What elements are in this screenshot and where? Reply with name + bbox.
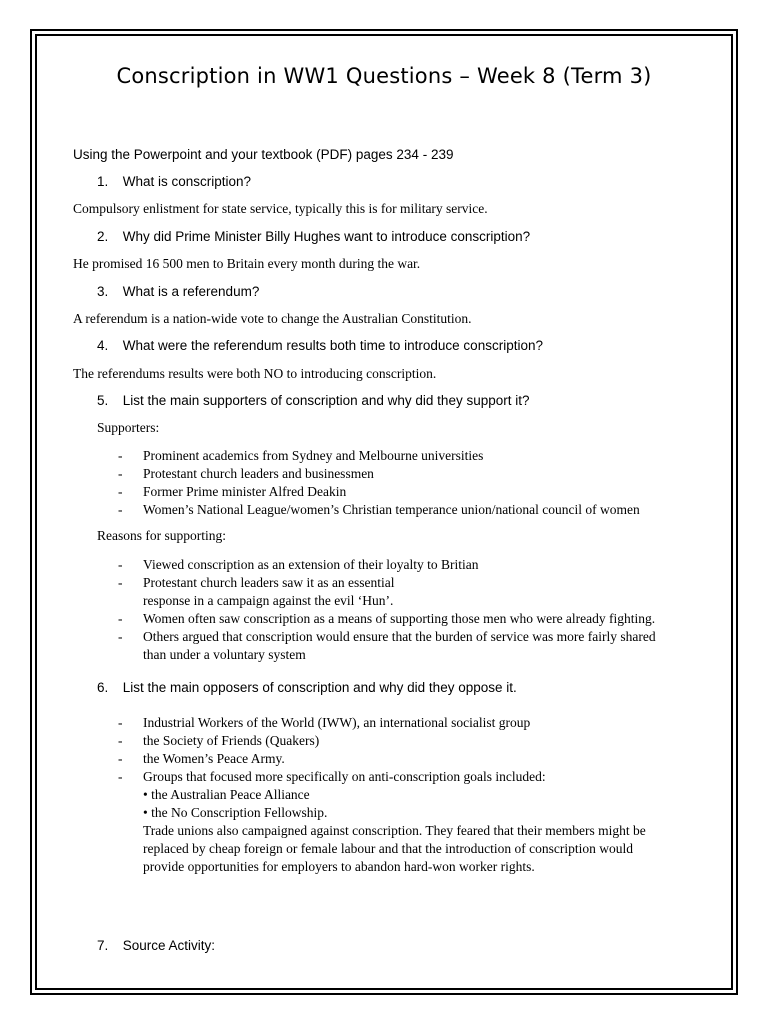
question-4 (97, 338, 543, 353)
question-text: List the main opposers of conscription and why did they oppose it. (122, 680, 517, 695)
list-item: - Prominent academics from Sydney and Melbourne universities (118, 448, 484, 463)
list-item-continuation: Trade unions also campaigned against conscription. They feared that their members might be (143, 823, 646, 838)
list-item: - Former Prime minister Alfred Deakin (118, 484, 347, 499)
list-item: - the Society of Friends (Quakers) (118, 733, 320, 748)
list-item-continuation: replaced by cheap foreign or female labour and that the introduction of conscription would (143, 841, 633, 856)
list-item-continuation: • the No Conscription Fellowship. (143, 805, 328, 820)
page-title: Conscription in WW1 Questions – Week 8 (Term 3) (116, 64, 652, 88)
question-text: Source Activity: (122, 938, 216, 953)
supporters-heading: Supporters: (97, 420, 160, 435)
question-number: 6. (97, 680, 109, 695)
reasons-heading: Reasons for supporting: (97, 528, 226, 543)
question-number: 2. (97, 229, 109, 244)
question-2 (97, 229, 530, 244)
list-item: - Protestant church leaders and businessmen (118, 466, 374, 481)
intro-text: Using the Powerpoint and your textbook (PDF) pages 234 - 239 (73, 147, 454, 162)
list-item: - Women’s National League/women’s Christian temperance union/national council of women (118, 502, 640, 517)
list-item: - Women often saw conscription as a means of supporting those men who were already fighting. (118, 611, 656, 626)
question-5 (97, 393, 530, 408)
question-6 (97, 680, 517, 695)
list-item: - Groups that focused more specifically on anti-conscription goals included: (118, 769, 546, 784)
supporters-list (118, 447, 640, 519)
opposers-list (118, 714, 646, 876)
question-number: 1. (97, 174, 109, 189)
list-item: - Viewed conscription as an extension of their loyalty to Britian (118, 557, 479, 572)
question-7 (97, 938, 215, 953)
list-item-continuation: provide opportunities for employers to abandon hard-won worker rights. (143, 859, 535, 874)
list-item-continuation: response in a campaign against the evil ‘Hun’. (143, 593, 394, 608)
list-item: - Others argued that conscription would ensure that the burden of service was more fairly shared (118, 629, 656, 644)
list-item: - the Women’s Peace Army. (118, 751, 285, 766)
question-number: 5. (97, 393, 109, 408)
list-item: - Protestant church leaders saw it as an essential (118, 575, 395, 590)
question-number: 7. (97, 938, 109, 953)
list-item-continuation: • the Australian Peace Alliance (143, 787, 310, 802)
answer-4: The referendums results were both NO to introducing conscription. (73, 366, 437, 381)
list-item: - Industrial Workers of the World (IWW), an international socialist group (118, 715, 531, 730)
reasons-list (118, 556, 656, 664)
answer-1: Compulsory enlistment for state service, typically this is for military service. (73, 201, 488, 216)
question-3 (97, 284, 259, 299)
list-item-continuation: than under a voluntary system (143, 647, 306, 662)
answer-2: He promised 16 500 men to Britain every month during the war. (73, 256, 421, 271)
question-1 (97, 174, 251, 189)
answer-3: A referendum is a nation-wide vote to change the Australian Constitution. (73, 311, 472, 326)
question-text: Why did Prime Minister Billy Hughes want to introduce conscription? (122, 229, 531, 244)
question-number: 3. (97, 284, 109, 299)
question-text: What were the referendum results both time to introduce conscription? (122, 338, 543, 353)
question-text: What is a referendum? (122, 284, 260, 299)
question-number: 4. (97, 338, 109, 353)
question-text: What is conscription? (122, 174, 252, 189)
question-text: List the main supporters of conscription and why did they support it? (122, 393, 530, 408)
